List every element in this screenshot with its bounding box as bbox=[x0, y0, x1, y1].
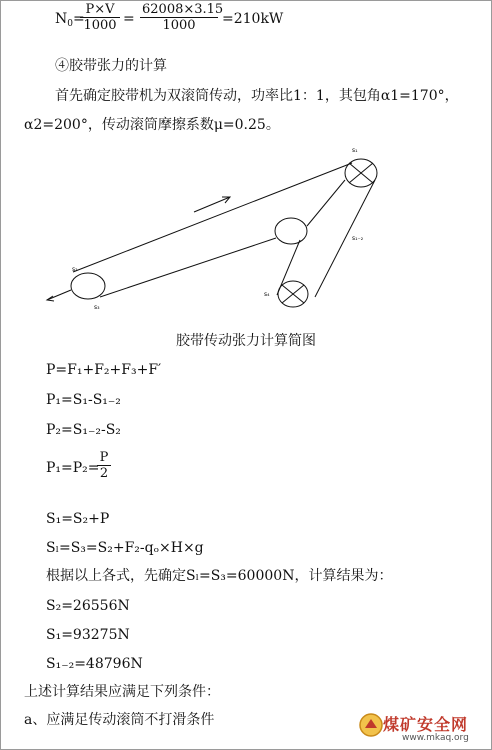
equation-p1-p2-fraction: $\frac{P}{2}$ bbox=[97, 450, 111, 481]
watermark-site-name: 煤矿安全网 bbox=[383, 715, 469, 734]
paragraph-line-1: 首先确定胶带机为双滚筒传动，功率比1：1，其包角α1=170°， bbox=[55, 88, 459, 104]
belt-direction-arrow bbox=[194, 197, 230, 212]
result-s12: S₁₋₂=48796N bbox=[46, 656, 143, 672]
belt-right-outer bbox=[315, 180, 375, 297]
condition-a: a、应满足传动滚筒不打滑条件 bbox=[24, 712, 215, 728]
label-s4: s₄ bbox=[264, 291, 270, 298]
watermark-url: www.mkaq.org bbox=[402, 733, 469, 743]
diagram-caption: 胶带传动张力计算简图 bbox=[176, 333, 316, 349]
tail-pulley bbox=[71, 273, 105, 299]
equation-p1: P₁=S₁-S₁₋₂ bbox=[46, 392, 121, 408]
equation-p1-p2-lhs: P₁=P₂= bbox=[46, 460, 100, 476]
equation-p: P=F₁+F₂+F₃+F′ bbox=[46, 362, 162, 378]
belt-upper-line bbox=[73, 163, 352, 272]
label-s12: s₁₋₂ bbox=[352, 235, 364, 242]
bend-pulley bbox=[275, 218, 307, 244]
label-s2: s₂ bbox=[72, 266, 78, 273]
power-formula-fraction-2: $\frac{62008\times 3.15}{1000}$ bbox=[142, 2, 224, 33]
equation-s3: Sₗ=S₃=S₂+F₂-qₒ×H×g bbox=[46, 540, 204, 556]
power-formula-lhs: $N_0=$ bbox=[55, 11, 85, 29]
power-formula-fraction-1: $\frac{P\times V}{1000}$ bbox=[80, 2, 120, 33]
result-s2: S₂=26556N bbox=[46, 598, 130, 614]
equation-p2: P₂=S₁₋₂-S₂ bbox=[46, 422, 121, 438]
belt-inner-right bbox=[307, 180, 345, 226]
tail-tension-arrow bbox=[47, 290, 71, 300]
label-s1: s₁ bbox=[352, 147, 358, 154]
conditions-intro: 上述计算结果应满足下列条件： bbox=[24, 684, 220, 700]
label-s3: s₃ bbox=[94, 304, 100, 311]
result-intro: 根据以上各式，先确定Sₗ=S₃=60000N，计算结果为： bbox=[46, 568, 393, 584]
belt-lower-line bbox=[100, 238, 276, 297]
power-formula-result: =210kW bbox=[222, 11, 284, 27]
power-formula-equals: = bbox=[123, 11, 135, 27]
paragraph-line-2: α2=200°，传动滚筒摩擦系数μ=0.25。 bbox=[24, 117, 280, 133]
section-heading: ④胶带张力的计算 bbox=[55, 58, 167, 74]
belt-tension-diagram bbox=[0, 0, 492, 330]
result-s1: S₁=93275N bbox=[46, 627, 130, 643]
watermark-logo-icon bbox=[358, 712, 384, 738]
equation-s1: S₁=S₂+P bbox=[46, 511, 110, 527]
